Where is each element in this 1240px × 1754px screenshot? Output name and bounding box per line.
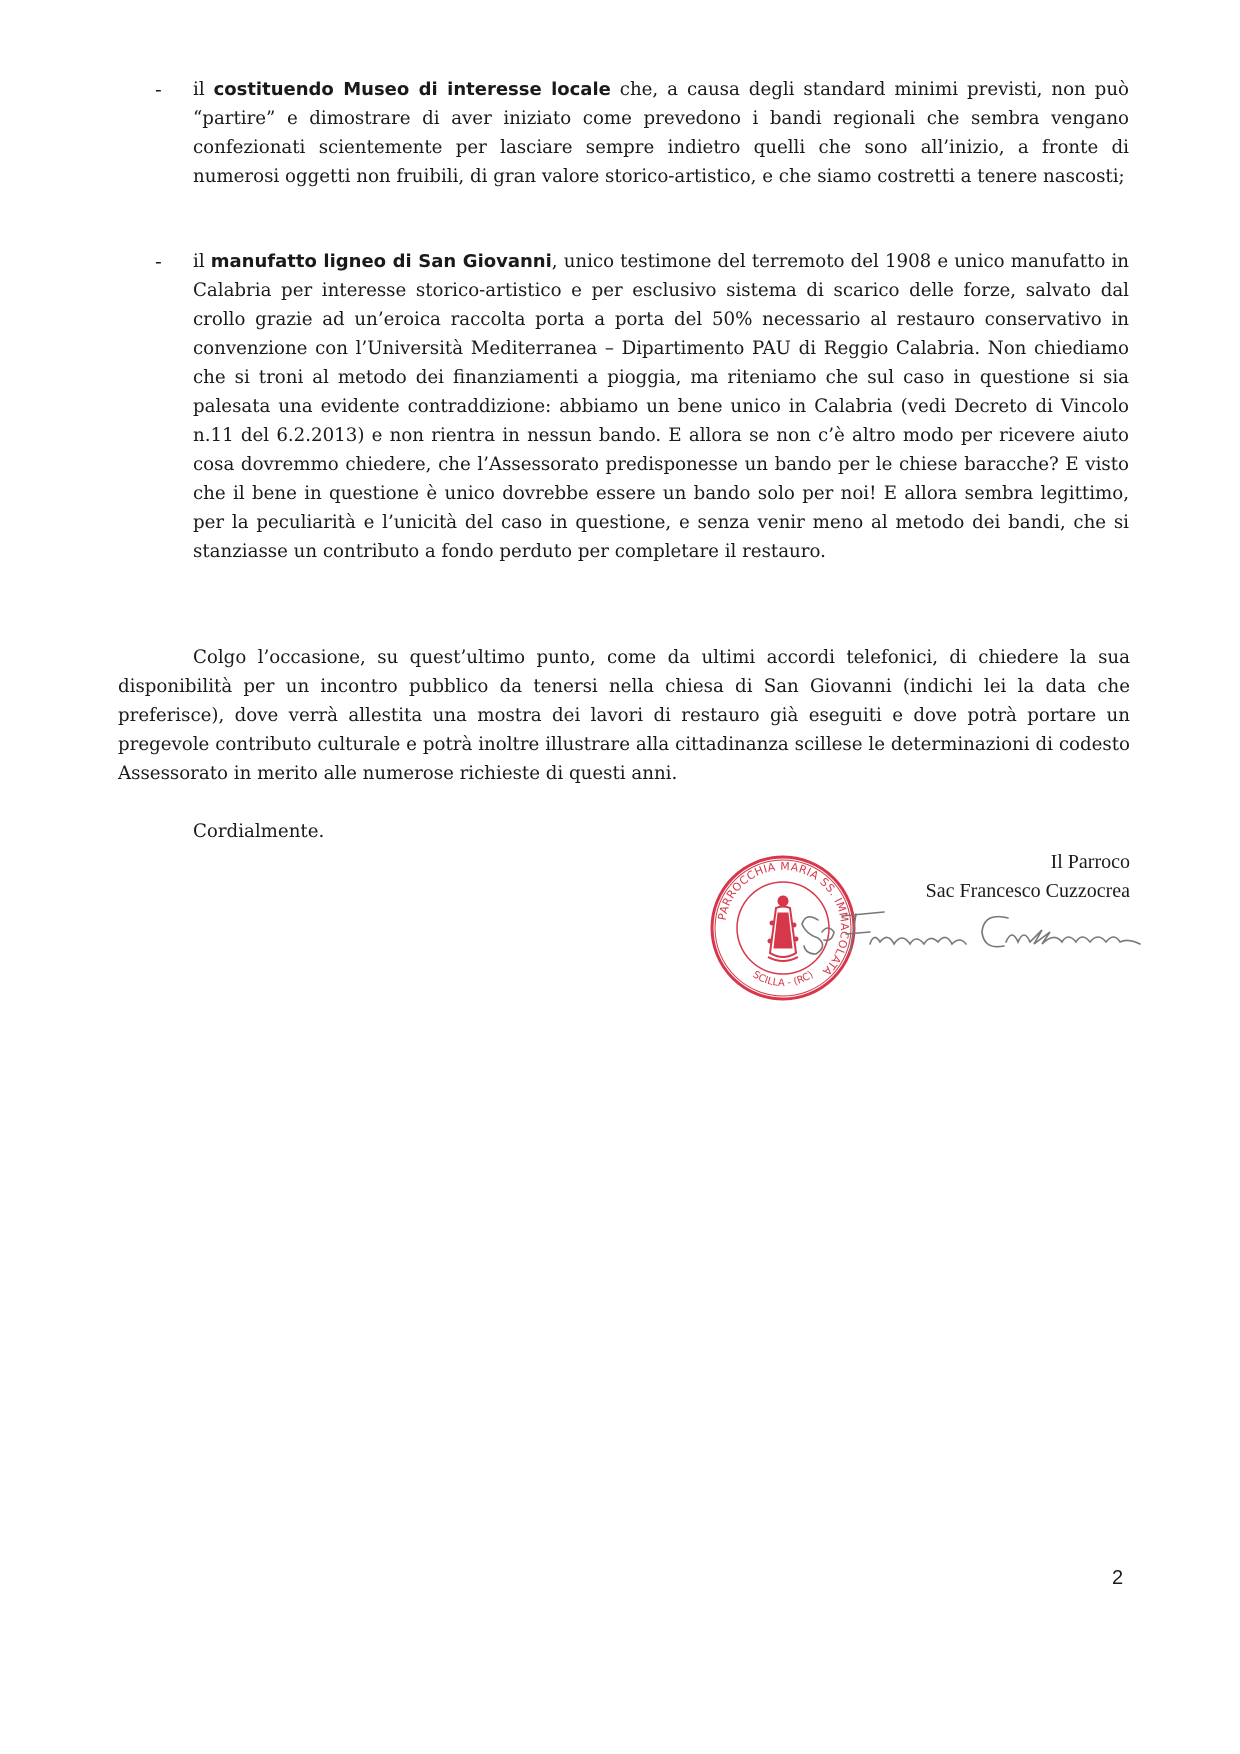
signature-name: Sac Francesco Cuzzocrea — [925, 880, 1130, 902]
bullet-rest: , unico testimone del terremoto del 1908 e unico manufatto in Calabria per interesse storico-artistico e per esclusivo sistema di scarico delle forze, salvato dal crollo grazie ad un’eroica raccolta porta a porta del 50% necessario al restauro conservativo in convenzione con l’Università Mediterranea – Dipartimento PAU di Reggio Calabria. Non chiediamo che si troni al metodo dei finanziamenti a pioggia, ma riteniamo che sul caso in questione si sia palesata una evidente contraddizione: abbiamo un bene unico in Calabria (vedi Decreto di Vincolo n.11 del 6.2.2013) e non rientra in nessun bando. E allora se non c’è altro modo per ricevere aiuto cosa dovremmo chiedere, che l’Assessorato predisponesse un bando per le chiese baracche? E visto che il bene in questione è unico dovrebbe essere un bando solo per noi! E allora sembra legittimo, per la peculiarità e l’unicità del caso in questione, e senza venir meno al metodo dei bandi, che si stanziasse un contributo a fondo perduto per completare il restauro. — [193, 251, 1129, 562]
bullet-text — [193, 75, 1129, 191]
bullet-lead: il — [193, 79, 214, 100]
handwritten-signature — [798, 902, 1143, 967]
signature-graphic — [798, 902, 1143, 962]
bullet-text — [193, 247, 1129, 566]
closing-salutation: Cordialmente. — [193, 821, 325, 842]
bullet-lead: il — [193, 251, 211, 272]
bullet-dash: - — [155, 249, 162, 273]
bullet-dash: - — [155, 77, 162, 101]
svg-text:PARROCCHIA MARIA SS. IMMACOLAT: PARROCCHIA MARIA SS. IMMACOLATA — [715, 859, 852, 979]
bullet-rest: che, a causa degli standard minimi previsti, non può “partire” e dimostrare di aver iniziato come prevedono i bandi regionali che sembra vengano confezionati scientemente per lasciare sempre indietro quelli che sono all’inizio, a fronte di numerosi oggetti non fruibili, di gran valore storico-artistico, e che siamo costretti a tenere nascosti; — [193, 79, 1129, 187]
body-paragraph: Colgo l’occasione, su quest’ultimo punto, come da ultimi accordi telefonici, di chiedere la sua disponibilità per un incontro pubblico da tenersi nella chiesa di San Giovanni (indichi lei la data che preferisce), dove verrà allestita una mostra dei lavori di restauro già eseguiti e dove potrà portare un pregevole contributo culturale e potrà inoltre illustrare alla cittadinanza scillese le determinazioni di codesto Assessorato in merito alle numerose richieste di questi anni. — [118, 647, 1130, 784]
bullet-bold-phrase: costituendo Museo di interesse locale — [213, 79, 611, 100]
signature-role: Il Parroco — [1050, 851, 1130, 873]
bullet-bold-phrase: manufatto ligneo di San Giovanni — [210, 251, 552, 272]
bullet-item-manufatto — [155, 247, 1129, 566]
svg-text:SCILLA - (RC): SCILLA - (RC) — [750, 969, 816, 990]
bullet-item-museo — [155, 75, 1129, 191]
page-number: 2 — [1112, 1567, 1124, 1589]
